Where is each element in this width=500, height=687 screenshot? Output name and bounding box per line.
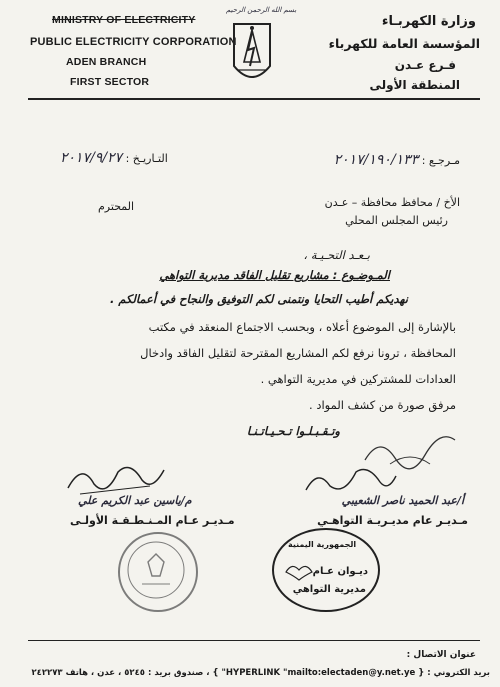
left-official-stamp — [118, 532, 198, 612]
en-corporation: PUBLIC ELECTRICITY CORPORATION — [30, 36, 237, 48]
date-value: ٢٠١٧/٩/٢٧ — [60, 150, 123, 166]
eagle-emblem-icon — [284, 560, 314, 582]
reference-line — [334, 152, 460, 168]
right-signatory-title: مـديـر عام مديـريـة التواهـي — [317, 514, 468, 527]
right-signatory-name: أ/عبد الحميد ناصر الشعيبي — [341, 494, 464, 507]
right-signature-mark — [300, 462, 400, 498]
ar-sector: المنطقة الأولى — [369, 78, 460, 92]
recipient-line-1: الأخ / محافظ محافظة – عـدن — [324, 196, 460, 209]
logo-motto: بسم الله الرحمن الرحيم — [226, 6, 297, 14]
stamp-emblem-icon — [118, 532, 194, 608]
footer-address-label: عنوان الاتصال : — [406, 650, 476, 660]
reference-value: ٢٠١٧/١٩٠/١٣٣ — [333, 152, 419, 168]
right-stamp-bottom-text: مديرية التواهي — [292, 584, 366, 595]
left-signatory-title: مـديـر عـام المـنـطـقـة الأولـى — [70, 514, 235, 527]
logo-emblem-icon — [230, 22, 274, 88]
right-stamp-mid-text: ديـوان عـام — [312, 566, 368, 577]
en-branch: ADEN BRANCH — [66, 56, 147, 68]
date-label: التـاريـخ : — [125, 152, 168, 165]
paragraph-line-1: بالإشارة إلى الموضوع أعلاه ، وبحسب الاجتماع المنعقد في مكتب — [148, 320, 456, 334]
closing-line: وتـقـبـلـوا تـحـيـاتـنـا — [246, 424, 340, 438]
corporation-logo — [230, 22, 274, 88]
attachment-line: مرفق صورة من كشف المواد . — [309, 398, 456, 412]
reference-label: مـرجـع : — [421, 154, 460, 167]
footer-contact-line: بريد الكتروني : { HYPERLINK "mailto:electaden@y.net.ye" } ، صندوق بريد : ٥٢٤٥ ، عدن ، هاتف ٢٤٢٢٧٣ — [31, 668, 490, 678]
en-sector: FIRST SECTOR — [70, 76, 150, 88]
ar-corporation: المؤسسة العامة للكهرباء — [328, 36, 480, 51]
paragraph-line-2: المحافظة ، ترونا نرفع لكم المشاريع المقترحة لتقليل الفاقد وادخال — [140, 346, 456, 360]
left-signatory-name: م/ياسين عبد الكريم علي — [78, 494, 192, 507]
en-ministry: MINISTRY OF ELECTRICITY — [52, 14, 196, 26]
subject-line: المـوضـوع : مشاريع تقليل الفاقد مديرية التواهي — [159, 268, 390, 282]
right-stamp-top-text: الجمهورية اليمنية — [288, 540, 357, 549]
right-official-stamp — [272, 528, 380, 612]
opening-line: نهديكم أطيب التحايا ونتمنى لكم التوفيق والنجاح في أعمالكم . — [109, 292, 408, 306]
ar-branch: فـرع عـدن — [394, 58, 456, 72]
date-line — [60, 150, 168, 166]
recipient-honorific: المحترم — [98, 200, 135, 213]
paragraph-line-3: العدادات للمشتركين في مديرية التواهي . — [260, 372, 456, 386]
footer-rule — [28, 640, 480, 641]
ar-ministry: وزارة الكهربـاء — [381, 14, 476, 29]
greeting: بـعـد التحـيـة ، — [303, 248, 370, 262]
header-rule — [28, 98, 480, 100]
recipient-line-2: رئيس المجلس المحلي — [345, 214, 448, 227]
signature-scribble-icon — [300, 462, 400, 498]
